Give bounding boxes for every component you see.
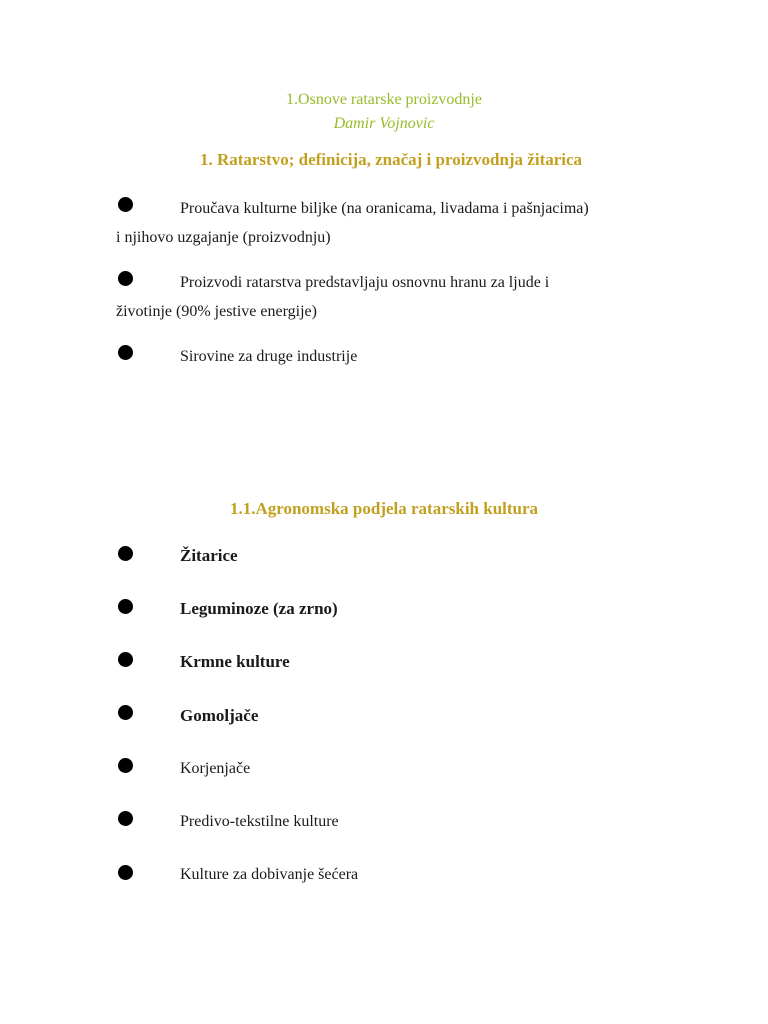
document-author: Damir Vojnovic: [333, 115, 435, 132]
list-item: [116, 594, 656, 623]
section-heading-2: 1.1.Agronomska podjela ratarskih kultura: [229, 499, 539, 518]
list-item-line1: Proučava kulturne biljke (na oranicama, livadama i pašnjacima): [180, 200, 589, 217]
list-item-label: Predivo-tekstilne kulture: [180, 813, 339, 830]
list-item-line1: Proizvodi ratarstva predstavljaju osnovnu hranu za ljude i: [180, 274, 550, 291]
list-item: [116, 754, 656, 783]
list-item: [116, 342, 656, 371]
list-item-label: Kulture za dobivanje šećera: [180, 866, 359, 883]
list-item-line2: životinje (90% jestive energije): [116, 303, 317, 320]
document-title: 1.Osnove ratarske proizvodnje: [286, 91, 482, 108]
list-item-line2: i njihovo uzgajanje (proizvodnju): [116, 229, 331, 246]
section-heading-1: 1. Ratarstvo; definicija, značaj i proizvodnja žitarica: [199, 150, 583, 169]
list-item: [116, 194, 656, 252]
list-item: [116, 268, 656, 326]
list-item-label: Korjenjače: [180, 760, 251, 777]
list-item-label: Žitarice: [180, 546, 238, 565]
list-item-line1: Sirovine za druge industrije: [180, 348, 358, 365]
list-item: [116, 701, 656, 730]
list-item: [116, 541, 656, 570]
list-item-label: Leguminoze (za zrno): [180, 599, 338, 618]
list-item: [116, 647, 656, 676]
list-item: [116, 807, 656, 836]
list-item-label: Krmne kulture: [180, 652, 290, 671]
list-item: [116, 860, 656, 889]
list-item-label: Gomoljače: [180, 706, 259, 725]
